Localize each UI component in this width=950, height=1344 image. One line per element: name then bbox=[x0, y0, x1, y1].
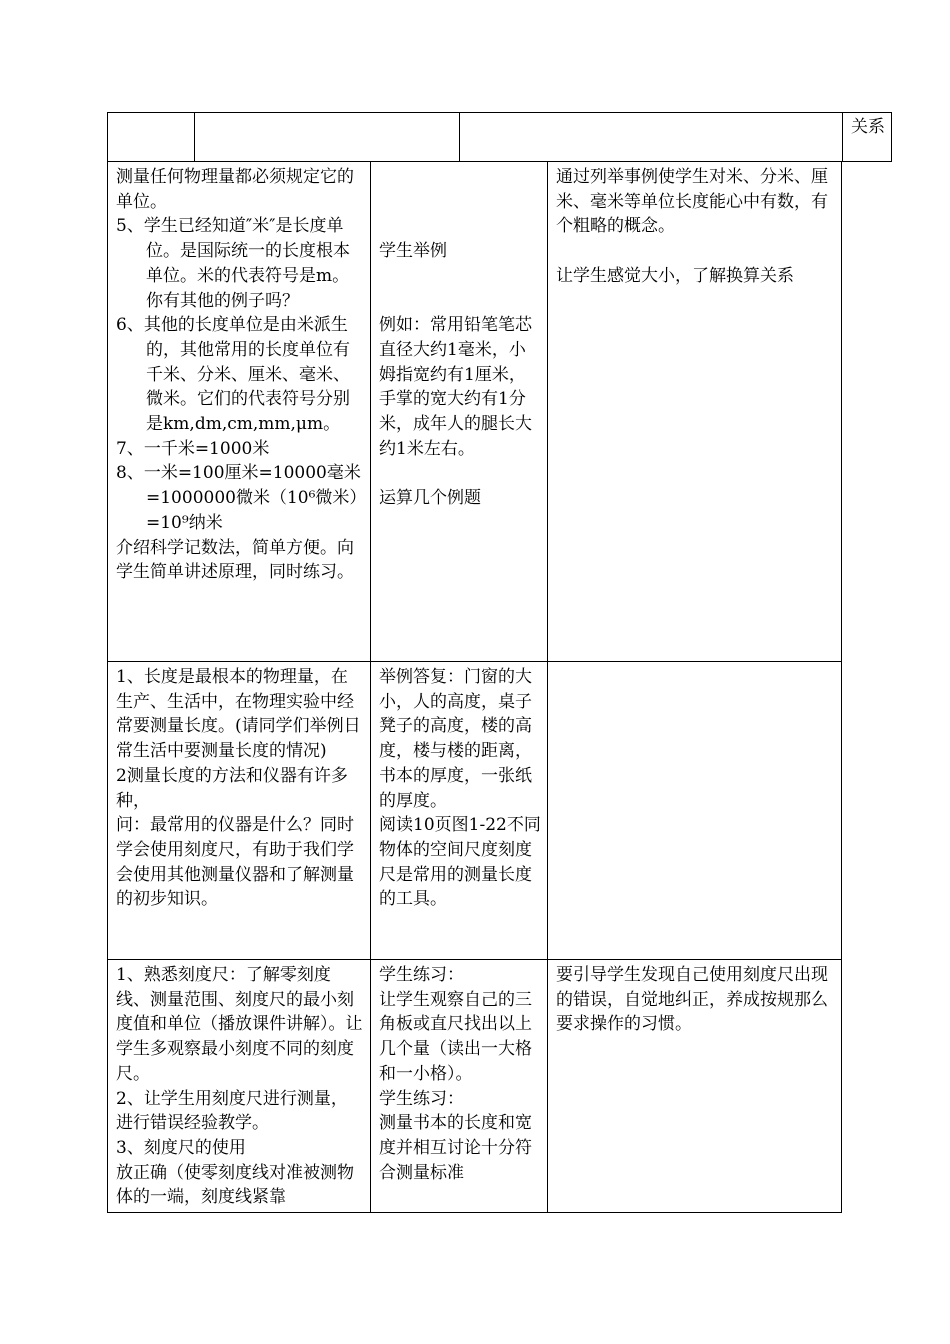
paragraph: 通过列举事例使学生对米、分米、厘米、毫米等单位长度能心中有数，有个粗略的概念。 bbox=[556, 167, 828, 237]
table-row bbox=[108, 162, 842, 662]
row2-purpose-cell bbox=[548, 662, 842, 960]
row1-purpose-cell bbox=[548, 162, 842, 662]
paragraph: 放正确（使零刻度线对准被测物体的一端，刻度线紧靠 bbox=[116, 1162, 354, 1208]
paragraph: 学生练习： bbox=[379, 965, 464, 985]
paragraph: 8、一米=100厘米=10000毫米=1000000微米（10⁶微米）=10⁹纳米 bbox=[116, 463, 361, 533]
paragraph: 让学生感觉大小，了解换算关系 bbox=[556, 265, 794, 286]
paragraph: 5、学生已经知道″米″是长度单位。是国际统一的长度根本单位。米的代表符号是m。你有其他的例子吗？ bbox=[116, 216, 350, 311]
paragraph: 7、一千米=1000米 bbox=[116, 438, 270, 459]
paragraph: 6、其他的长度单位是由米派生的，其他常用的长度单位有千米、分米、厘米、毫米、微米。它们的代表符号分别是km,dm,cm,mm,μm。 bbox=[116, 315, 350, 435]
paragraph: 3、刻度尺的使用 bbox=[116, 1137, 246, 1158]
header-cell-1 bbox=[107, 112, 195, 162]
row3-content-cell bbox=[108, 960, 371, 1213]
table-row bbox=[108, 960, 842, 1213]
paragraph: 介绍科学记数法，简单方便。向学生简单讲述原理，同时练习。 bbox=[116, 537, 354, 583]
row2-content-cell bbox=[108, 662, 371, 960]
row1-student-cell bbox=[371, 162, 548, 662]
paragraph: 例如：常用铅笔笔芯直径大约1毫米，小姆指宽约有1厘米，手掌的宽大约有1分米，成年人的腿长大约1米左右。 bbox=[379, 315, 532, 459]
header-cell-2 bbox=[194, 112, 460, 162]
paragraph: 举例答复：门窗的大小，人的高度，桌子凳子的高度，楼的高度，楼与楼的距离，书本的厚度，一张纸的厚度。 bbox=[379, 667, 532, 811]
header-cell-3 bbox=[459, 112, 843, 162]
row3-purpose-cell bbox=[548, 960, 842, 1213]
paragraph: 测量任何物理量都必须规定它的单位。 bbox=[116, 167, 354, 212]
row1-content-cell bbox=[108, 162, 371, 662]
paragraph: 测量书本的长度和宽度并相互讨论十分符合测量标准 bbox=[379, 1113, 532, 1183]
paragraph: 要引导学生发现自己使用刻度尺出现的错误，自觉地纠正，养成按规那么要求操作的习惯。 bbox=[556, 965, 828, 1035]
table-row bbox=[108, 662, 842, 960]
paragraph: 阅读10页图1-22不同物体的空间尺度刻度尺是常用的测量长度的工具。 bbox=[379, 815, 541, 910]
header-cell-4: 关系 bbox=[842, 112, 892, 162]
paragraph: 1、长度是最根本的物理量，在生产、生活中，在物理实验中经常要测量长度。(请同学们举例日常生活中要测量长度的情况) bbox=[116, 667, 361, 762]
row3-student-cell bbox=[371, 960, 548, 1213]
row2-student-cell bbox=[371, 662, 548, 960]
lesson-table bbox=[107, 161, 842, 1213]
paragraph: 问：最常用的仪器是什么？同时学会使用刻度尺，有助于我们学会使用其他测量仪器和了解测量的初步知识。 bbox=[116, 815, 354, 910]
paragraph: 让学生观察自己的三角板或直尺找出以上几个量（读出一大格和一小格）。 bbox=[379, 989, 532, 1084]
paragraph: 学生举例 bbox=[379, 241, 447, 262]
paragraph: 2测量长度的方法和仪器有许多种， bbox=[116, 765, 348, 811]
paragraph: 1、熟悉刻度尺：了解零刻度线、测量范围、刻度尺的最小刻度值和单位（播放课件讲解）。让学生多观察最小刻度不同的刻度尺。 bbox=[116, 965, 363, 1084]
paragraph: 学生练习： bbox=[379, 1088, 464, 1109]
paragraph: 运算几个例题 bbox=[379, 488, 481, 509]
paragraph: 2、让学生用刻度尺进行测量，进行错误经验教学。 bbox=[116, 1088, 348, 1134]
